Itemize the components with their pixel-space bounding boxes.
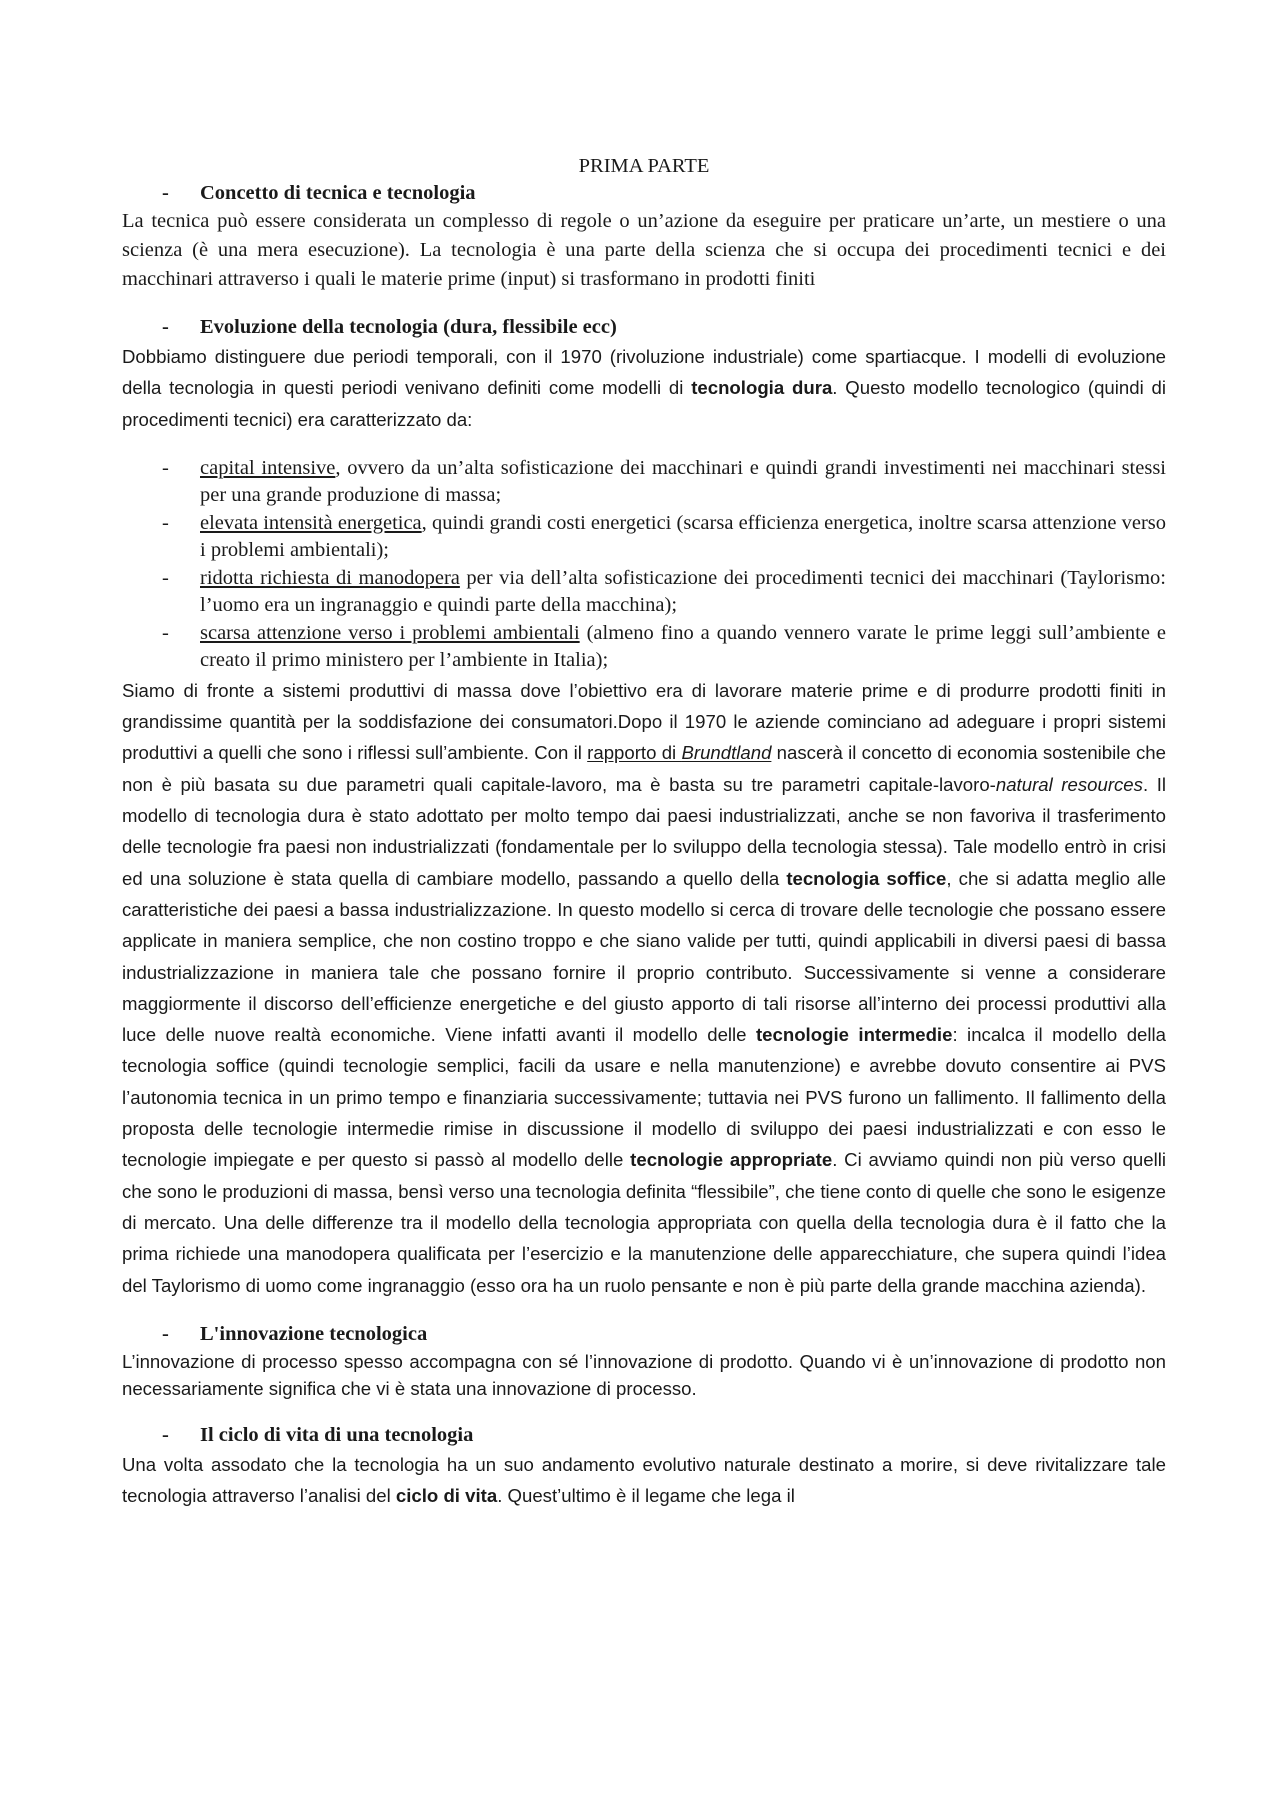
paragraph-evoluzione-main	[122, 675, 1166, 1301]
underlined-term: elevata intensità energetica	[200, 511, 422, 534]
section-heading-text: Concetto di tecnica e tecnologia	[200, 182, 476, 204]
section-heading-text: Il ciclo di vita di una tecnologia	[200, 1423, 474, 1446]
bold-term: tecnologie intermedie	[755, 1024, 953, 1046]
section-heading-concetto	[122, 180, 1166, 207]
list-item-text: , ovvero da un’alta sofisticazione dei macchinari e quindi grandi investimenti nei macchinari stessi per una grande produzione di massa;	[200, 456, 1166, 507]
text-run: . Questo modello tecnologico (quindi di procedimenti tecnici) era caratterizzato da:	[122, 377, 1166, 430]
bold-term: tecnologia soffice	[786, 867, 947, 889]
paragraph-innovazione: L’innovazione di processo spesso accompagna con sé l’innovazione di prodotto. Quando vi è un’innovazione di prodotto non necessariamente significa che vi è stata una innovazione di processo.	[122, 1350, 1166, 1399]
bold-term: tecnologia dura	[691, 377, 833, 399]
underlined-term: capital intensive	[200, 456, 336, 479]
section-heading-ciclo-di-vita	[122, 1422, 1166, 1449]
list-item-text: , quindi grandi costi energetici (scarsa efficienza energetica, inoltre scarsa attenzione verso i problemi ambientali);	[200, 511, 1167, 562]
list-item	[122, 510, 1166, 565]
list-item	[122, 565, 1166, 620]
underlined-term: scarsa attenzione verso i problemi ambientali	[200, 621, 580, 644]
list-item-text: (almeno fino a quando vennero varate le prime leggi sull’ambiente e creato il primo ministero per l’ambiente in Italia);	[200, 621, 1166, 672]
text-run: nascerà il concetto di economia sostenibile che non è più basata su due parametri quali capitale-lavoro, ma è basta su tre parametri capitale-lavoro-	[122, 742, 1166, 795]
text-run: , che si adatta meglio alle caratteristiche dei paesi a bassa industrializzazione. In questo modello si cerca di trovare delle tecnologie che possano essere applicate in maniera semplice, che non costino troppo e che siano valide per tutti, quindi applicabili in diversi paesi di bassa industrializzazione in maniera tale che possano fornire il proprio contributo. Successivamente si venne a considerare maggiormente il discorso dell’efficienze energetiche e del giusto apporto di tali risorse all’interno dei processi produttivi alla luce delle nuove realtà economiche. Viene infatti avanti il modello delle	[122, 867, 1166, 1046]
text-run: Siamo di fronte a sistemi produttivi di massa dove l’obiettivo era di lavorare materie prime e di produrre prodotti finiti in grandissime quantità per la soddisfazione dei consumatori.Dopo il 1970 le aziende cominciano ad adeguare i propri sistemi produttivi a quelli che sono i riflessi sull’ambiente. Con il	[122, 679, 1166, 764]
bold-term: ciclo di vita	[395, 1485, 498, 1507]
characteristics-list	[122, 455, 1166, 675]
document-title: PRIMA PARTE	[578, 155, 710, 177]
paragraph-evoluzione-intro	[122, 341, 1166, 435]
text-run: Una volta assodato che la tecnologia ha un suo andamento evolutivo naturale destinato a morire, si deve rivitalizzare tale tecnologia attraverso l’analisi del	[122, 1453, 1166, 1507]
paragraph-concetto: La tecnica può essere considerata un complesso di regole o un’azione da eseguire per praticare un’arte, un mestiere o una scienza (è una mera esecuzione). La tecnologia è una parte della scienza che si occupa dei procedimenti tecnici e dei macchinari attraverso i quali le materie prime (input) si trasformano in prodotti finiti	[122, 210, 1166, 290]
list-dash: -	[162, 621, 169, 644]
italic-term: natural resources	[995, 773, 1143, 795]
text-run: . Ci avviamo quindi non più verso quelli che sono le produzioni di massa, bensì verso una tecnologia definita “flessibile”, che tiene conto di quelle che sono le esigenze di mercato. Una delle differenze tra il modello della tecnologia appropriata con quella della tecnologia dura è il fatto che la prima richiede una manodopera qualificata per l’esercizio e la manutenzione delle apparecchiature, che supera quindi l’idea del Taylorismo di uomo come ingranaggio (esso ora ha un ruolo pensante e non è più parte della grande macchina azienda).	[122, 1149, 1166, 1296]
list-dash: -	[162, 182, 169, 204]
list-dash: -	[162, 566, 169, 589]
text-run: Dobbiamo distinguere due periodi temporali, con il 1970 (rivoluzione industriale) come spartiacque. I modelli di evoluzione della tecnologia in questi periodi venivano definiti come modelli di	[122, 346, 1166, 399]
list-item-text: per via dell’alta sofisticazione dei procedimenti tecnici dei macchinari (Taylorismo: l’uomo era un ingranaggio e quindi parte della macchina);	[200, 566, 1167, 617]
underlined-reference: rapporto di	[587, 742, 682, 764]
list-dash: -	[162, 316, 169, 338]
list-dash: -	[162, 1423, 169, 1446]
list-item	[122, 455, 1166, 510]
list-dash: -	[162, 1322, 169, 1345]
list-dash: -	[162, 456, 169, 479]
bold-term: tecnologie appropriate	[630, 1149, 833, 1171]
text-run: . Quest’ultimo è il legame che lega il	[497, 1485, 795, 1507]
section-heading-innovazione	[122, 1321, 1166, 1348]
underlined-term: ridotta richiesta di manodopera	[200, 566, 460, 589]
section-heading-text: Evoluzione della tecnologia (dura, flessibile ecc)	[200, 316, 617, 338]
text-run: : incalca il modello della tecnologia soffice (quindi tecnologie semplici, facili da usare e nella manutenzione) e avrebbe dovuto consentire ai PVS l’autonomia tecnica in un primo tempo e finanziaria successivamente; tuttavia nei PVS furono un fallimento. Il fallimento della proposta delle tecnologie intermedie rimise in discussione il modello di sviluppo dei paesi industrializzati e con esso le tecnologie impiegate e per questo si passò al modello delle	[122, 1024, 1166, 1171]
document-content	[122, 152, 1166, 1511]
section-heading-evoluzione	[122, 314, 1166, 341]
paragraph-ciclo-di-vita	[122, 1449, 1166, 1512]
text-run: . Il modello di tecnologia dura è stato adottato per molto tempo dai paesi industrializzati, anche se non favoriva il trasferimento delle tecnologie fra paesi non industrializzati (fondamentale per lo sviluppo della tecnologia stessa). Tale modello entrò in crisi ed una soluzione è stata quella di cambiare modello, passando a quello della	[122, 773, 1166, 889]
underlined-reference-italic: Brundtland	[681, 742, 772, 764]
list-dash: -	[162, 511, 169, 534]
list-item	[122, 620, 1166, 675]
section-heading-text: L'innovazione tecnologica	[200, 1322, 428, 1345]
